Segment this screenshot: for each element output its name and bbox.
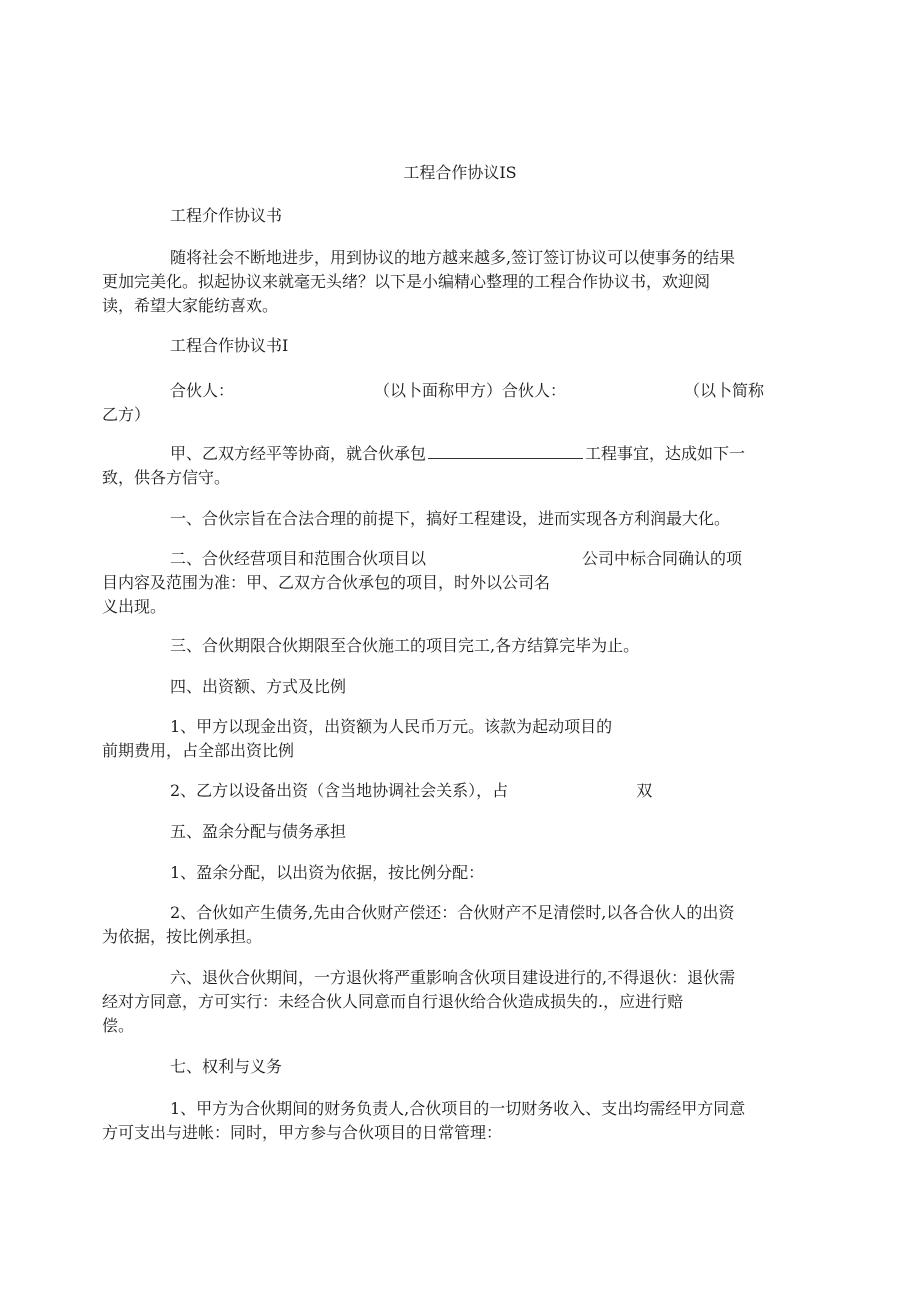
clause-4-2: 2、乙方以设备出资（含当地协调社会关系），占 双 xyxy=(170,781,653,800)
party-b-note: （以卜简称 xyxy=(684,381,765,400)
clause-7-title: 七、权利与义务 xyxy=(170,1057,283,1076)
clause-3: 三、合伙期限合伙期限至合伙施工的项目完工,各方结算完毕为止。 xyxy=(170,636,640,655)
document-title: 工程合作协议IS xyxy=(403,163,517,182)
clause-5-2: 2、合伙如产生债务,先由合伙财产偿还：合伙财产不足清偿时,以各合伙人的出资 为依据，按比例承担。 xyxy=(102,903,735,946)
clause-4-1: 1、甲方以现金出资，出资额为人民币万元。该款为起动项目的 前期费用，占全部出资比例 xyxy=(102,717,613,760)
party-b-cont: 乙方） xyxy=(102,405,151,424)
clause-4-title: 四、出资额、方式及比例 xyxy=(170,677,347,696)
preamble-paragraph: 甲、乙双方经平等协商，就合伙承包 工程事宜，达成如下一 致，供各方信守。 xyxy=(102,444,746,487)
clause-5-1: 1、盈余分配，以出资为依据，按比例分配： xyxy=(170,863,485,882)
clause-2: 二、合伙经营项目和范围合伙项目以 公司中标合同确认的项 目内容及范围为准：甲、乙双方合伙承包的项目，时外以公司名 义出现。 xyxy=(102,549,743,616)
intro-paragraph: 随将社会不断地进步，用到协议的地方越来越多,签订签订协议可以使事务的结果 更加完美化。拟起协议来就毫无头绪？以下是小编精心整理的工程合作协议书，欢迎阅 读，希望大家能纺喜欢。 xyxy=(102,248,736,315)
party-a-note: （以卜面称甲方）合伙人： xyxy=(374,381,567,400)
parties-paragraph xyxy=(102,379,776,427)
clause-1: 一、合伙宗旨在合法合理的前提下，搞好工程建设，进而实现各方利润最大化。 xyxy=(170,509,731,528)
document-subtitle: 工程介作协议书 xyxy=(170,206,283,225)
clause-7-1: 1、甲方为合伙期间的财务负责人,合伙项目的一切财务收入、支出均需经甲方同意 方可支出与进帐：同时，甲方参与合伙项目的日常管理： xyxy=(102,1099,746,1142)
party-a-label: 合伙人： xyxy=(170,381,235,400)
project-name-blank xyxy=(428,442,583,459)
section-title: 工程合作协议书I xyxy=(170,336,289,355)
clause-6: 六、退伙合伙期间，一方退伙将严重影响含伙项目建设进行的,不得退伙：退伙需 经对方同意，方可实行：未经合伙人同意而自行退伙给合伙造成损失的.，应进行赔 偿。 xyxy=(102,968,736,1035)
clause-5-title: 五、盈余分配与债务承担 xyxy=(170,822,347,841)
